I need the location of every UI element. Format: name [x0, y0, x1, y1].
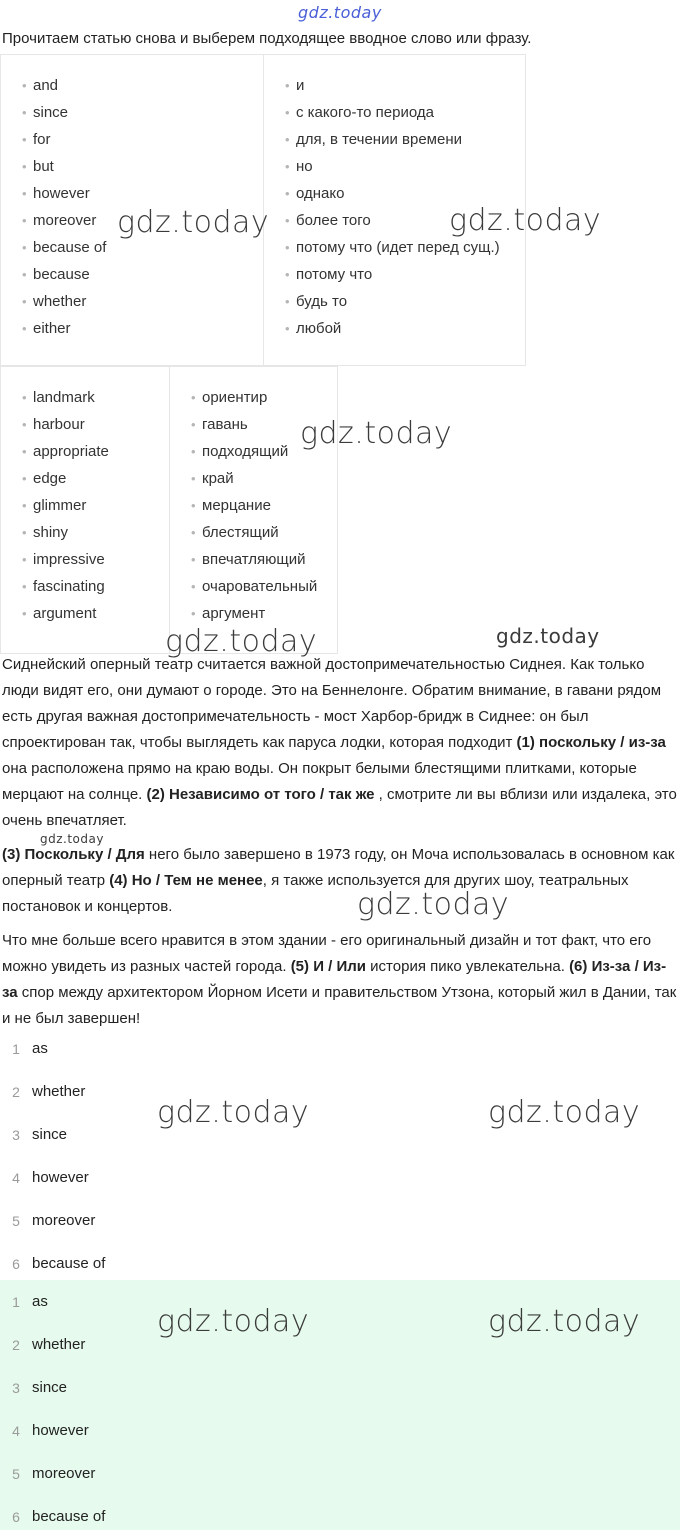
answer-text: as: [32, 1293, 48, 1310]
answer-row: [0, 1242, 680, 1285]
russian-column: [170, 366, 338, 654]
answer-text: since: [32, 1379, 68, 1396]
list-item: • either: [23, 318, 263, 345]
text: него было завершено в 1973 году, он Моча использовалась в основном как оперный театр: [2, 846, 675, 889]
list-item: • подходящий: [192, 441, 337, 468]
list-item: • будь то: [286, 291, 525, 318]
gap-1: (1) поскольку / из-за: [516, 734, 666, 751]
answer-text: moreover: [32, 1212, 96, 1229]
text: , я также используется для других шоу, театральных постановок и концертов.: [2, 872, 629, 915]
gap-4: (4) Но / Тем не менее: [109, 872, 263, 889]
gap-3: (3) Поскольку / Для: [2, 846, 145, 863]
answer-number: 1: [12, 1040, 20, 1057]
answer-row: [0, 1452, 680, 1495]
list-item: • потому что (идет перед сущ.): [286, 237, 525, 264]
answer-number: 3: [12, 1379, 20, 1396]
list-item: • любой: [286, 318, 525, 345]
text: она расположена прямо на краю воды. Он покрыт белыми блестящими плитками, которые мерцают на солнце.: [2, 760, 637, 803]
list-item: • landmark: [23, 387, 169, 414]
answer-row: [0, 1495, 680, 1538]
gap-5: (5) И / Или: [290, 958, 367, 975]
list-item: • since: [23, 102, 263, 129]
answer-number: 5: [12, 1465, 20, 1482]
answer-text: whether: [32, 1336, 86, 1353]
watermark: gdz.today: [449, 203, 602, 238]
watermark: gdz.today: [496, 624, 600, 648]
answer-text: moreover: [32, 1465, 96, 1482]
watermark: gdz.today: [117, 205, 270, 240]
answer-number: 3: [12, 1126, 20, 1143]
list-item: • впечатляющий: [192, 549, 337, 576]
answer-number: 2: [12, 1336, 20, 1353]
list-item: • whether: [23, 291, 263, 318]
list-item: • край: [192, 468, 337, 495]
watermark-top: gdz.today: [298, 3, 382, 22]
watermark: gdz.today: [357, 887, 510, 922]
answer-number: 1: [12, 1293, 20, 1310]
answer-text: since: [32, 1126, 68, 1143]
watermark: gdz.today: [488, 1095, 641, 1130]
answer-row: [0, 1409, 680, 1452]
answer-number: 6: [12, 1508, 20, 1525]
answer-text: whether: [32, 1083, 86, 1100]
answer-row: [0, 1027, 680, 1070]
list-item: • but: [23, 156, 263, 183]
list-item: • fascinating: [23, 576, 169, 603]
watermark: gdz.today: [157, 1095, 310, 1130]
list-item: • because of: [23, 237, 263, 264]
list-item: • более того: [286, 210, 525, 237]
vocab-table-2: [0, 366, 338, 654]
text: Сиднейский оперный театр считается важной достопримечательностью Сиднея. Как только люди видят его, они думают о городе. Это на Беннелонге. Обратим внимание, в гавани рядом есть другая важная достопримечательность - мост Харбор-бридж в Сиднее: он был спроектирован так, чтобы выглядеть как паруса лодки, которая подходит: [2, 656, 662, 751]
text: , смотрите ли вы вблизи или издалека, это очень впечатляет.: [2, 786, 677, 829]
answer-text: because of: [32, 1508, 106, 1525]
gap-2: (2) Независимо от того / так же: [146, 786, 375, 803]
list-item: • because: [23, 264, 263, 291]
list-item: • очаровательный: [192, 576, 337, 603]
answer-row: [0, 1156, 680, 1199]
list-item: • гавань: [192, 414, 337, 441]
list-item: • for: [23, 129, 263, 156]
answer-row: [0, 1199, 680, 1242]
answer-number: 4: [12, 1422, 20, 1439]
watermark: gdz.today: [40, 832, 104, 846]
list-item: • с какого-то периода: [286, 102, 525, 129]
english-column: [0, 366, 170, 654]
list-item: • для, в течении времени: [286, 129, 525, 156]
list-item: • аргумент: [192, 603, 337, 630]
watermark: gdz.today: [157, 1304, 310, 1339]
list-item: • harbour: [23, 414, 169, 441]
answer-number: 5: [12, 1212, 20, 1229]
answer-number: 6: [12, 1255, 20, 1272]
answer-number: 2: [12, 1083, 20, 1100]
watermark: gdz.today: [300, 416, 453, 451]
list-item: • мерцание: [192, 495, 337, 522]
answer-text: however: [32, 1169, 89, 1186]
intro-text: Прочитаем статью снова и выберем подходящее вводное слово или фразу.: [2, 30, 532, 47]
paragraph-3: [2, 928, 678, 1032]
watermark: gdz.today: [488, 1304, 641, 1339]
gap-6: (6) Из-за / Из-за: [2, 958, 667, 1001]
list-item: • shiny: [23, 522, 169, 549]
list-item: • impressive: [23, 549, 169, 576]
answer-text: because of: [32, 1255, 106, 1272]
list-item: • however: [23, 183, 263, 210]
paragraph-1: [2, 652, 678, 834]
list-item: • appropriate: [23, 441, 169, 468]
text: Что мне больше всего нравится в этом здании - его оригинальный дизайн и тот факт, что его можно увидеть из разных частей города.: [2, 932, 652, 975]
list-item: • потому что: [286, 264, 525, 291]
list-item: • однако: [286, 183, 525, 210]
list-item: • glimmer: [23, 495, 169, 522]
list-item: • но: [286, 156, 525, 183]
watermark: gdz.today: [165, 624, 318, 659]
answer-text: as: [32, 1040, 48, 1057]
list-item: • ориентир: [192, 387, 337, 414]
answer-number: 4: [12, 1169, 20, 1186]
list-item: • and: [23, 75, 263, 102]
paragraph-2: [2, 842, 678, 920]
answer-row: [0, 1366, 680, 1409]
list-item: • argument: [23, 603, 169, 630]
list-item: • moreover: [23, 210, 263, 237]
list-item: • и: [286, 75, 525, 102]
answer-text: however: [32, 1422, 89, 1439]
list-item: • блестящий: [192, 522, 337, 549]
list-item: • edge: [23, 468, 169, 495]
text: история пико увлекательна.: [366, 958, 570, 975]
answer-list: [0, 1027, 680, 1285]
text: спор между архитектором Йорном Исети и правительством Утзона, который жил в Дании, так и не был завершен!: [2, 984, 677, 1027]
